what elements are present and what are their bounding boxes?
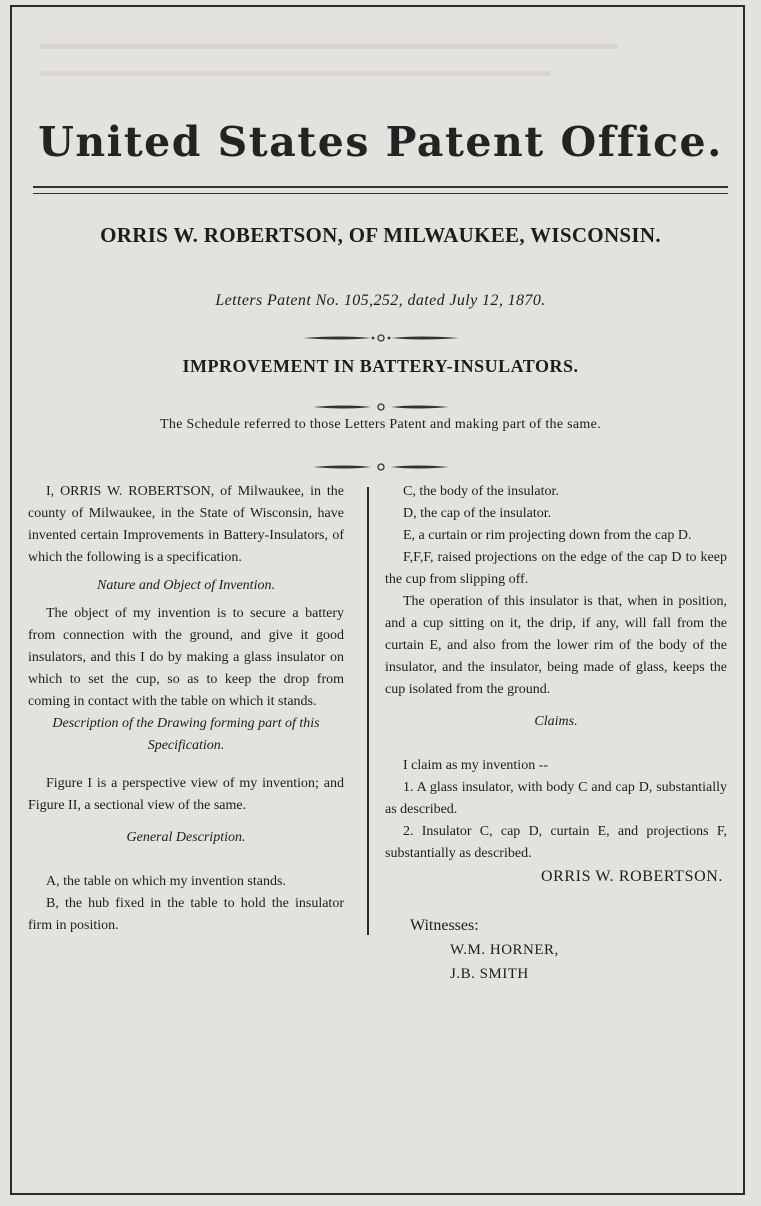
intro-paragraph: I, ORRIS W. ROBERTSON, of Milwaukee, in the county of Milwaukee, in the State of Wisconsin, have invented certain Improvements in Battery-Insulators, of which the following is a specification. [28,484,344,565]
ornament-divider [0,402,761,412]
subject-heading: IMPROVEMENT IN BATTERY-INSULATORS. [182,356,579,376]
witnesses-block [410,914,559,986]
ornament-divider [0,462,761,472]
claim-1: 1. A glass insulator, with body C and cap D, substantially as described. [385,780,727,817]
part-d: D, the cap of the insulator. [403,506,552,521]
bleed-through-texture: ▬▬▬▬▬▬▬▬▬▬▬▬▬▬▬▬▬▬▬▬▬▬▬▬▬▬▬▬▬▬▬▬▬▬ ▬▬▬▬▬▬▬▬▬▬▬▬▬▬▬▬▬▬▬▬▬▬▬▬▬▬▬▬▬▬ [40,34,618,80]
title-rule-bottom [33,193,728,194]
ornament-icon [301,333,461,343]
title-rule-top [33,186,728,188]
drawing-paragraph: Figure I is a perspective view of my invention; and Figure II, a sectional view of the same. [28,776,344,813]
part-e: E, a curtain or rim projecting down from the cap D. [403,528,692,543]
ornament-icon [311,462,451,472]
left-column [28,481,344,937]
schedule-line: The Schedule referred to those Letters Patent and making part of the same. [160,417,601,432]
witness-2: J.B. SMITH [450,966,529,982]
general-heading: General Description. [126,830,246,845]
letters-patent-line: Letters Patent No. 105,252, dated July 12, 1870. [215,292,546,309]
ornament-divider [0,333,761,343]
part-f: F,F,F, raised projections on the edge of the cap D to keep the cup from slipping off. [385,550,727,587]
inventor-signature: ORRIS W. ROBERTSON. [540,868,723,885]
drawing-heading: Description of the Drawing forming part of this Specification. [52,716,320,753]
column-divider [367,487,369,935]
claim-intro: I claim as my invention -- [403,758,549,773]
claim-2: 2. Insulator C, cap D, curtain E, and projections F, substantially as described. [385,824,727,861]
witness-1: W.M. HORNER, [450,942,559,958]
claims-heading: Claims. [534,714,578,729]
general-part-a: A, the table on which my invention stands. [46,874,286,889]
right-column [385,481,727,865]
nature-paragraph: The object of my invention is to secure a battery from connection with the ground, and give it good insulators, and this I do by making a glass insulator on which to set the cup, so as to keep the drop from coming in contact with the table on which it stands. [28,606,344,709]
witnesses-label: Witnesses: [410,917,479,934]
operation-paragraph: The operation of this insulator is that, when in position, and a cup sitting on it, the drip, if any, will fall from the curtain E, and also from the lower rim of the body of the insulator, and the insulator, being made of glass, keeps the cup isolated from the ground. [385,594,727,697]
general-part-b: B, the hub fixed in the table to hold the insulator firm in position. [28,896,344,933]
office-title: United States Patent Office. [38,118,723,166]
part-c: C, the body of the insulator. [403,484,559,499]
ornament-icon [311,402,451,412]
nature-heading: Nature and Object of Invention. [97,578,275,593]
inventor-line: ORRIS W. ROBERTSON, OF MILWAUKEE, WISCONSIN. [100,223,661,247]
